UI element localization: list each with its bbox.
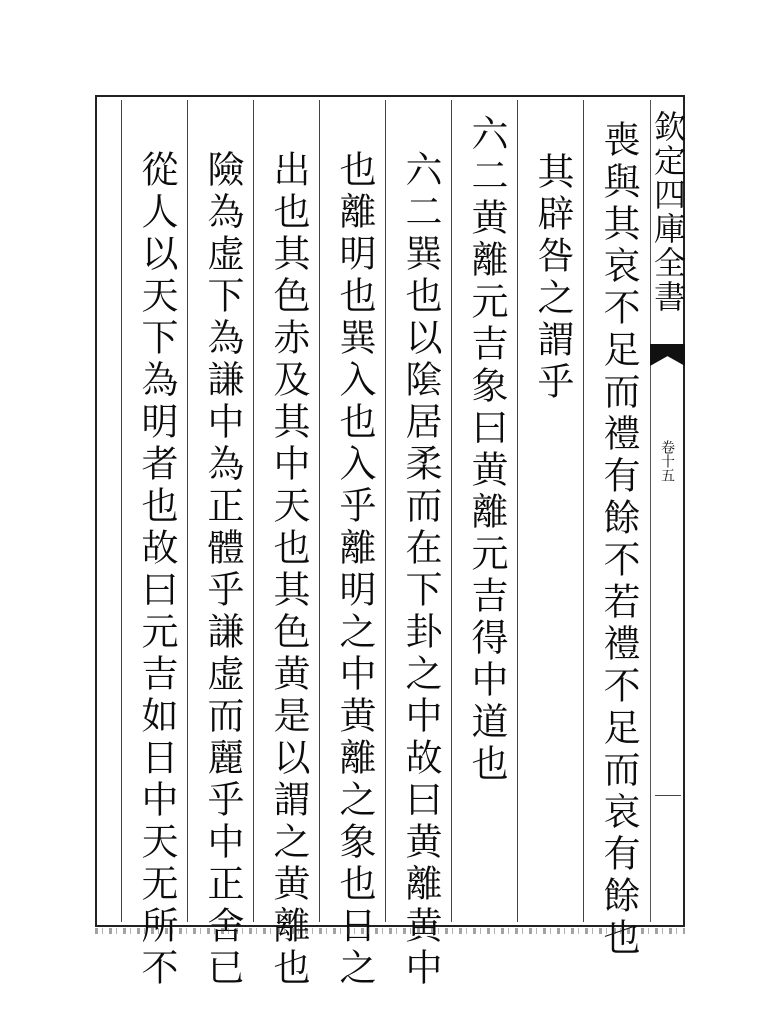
text-column-4: [385, 100, 451, 990]
text-column-2: [517, 100, 583, 922]
text-column-1: [583, 100, 649, 960]
book-title: 欽定四庫全書: [649, 110, 687, 314]
column-text-4: 六二巽也以隂居柔而在下卦之中故曰黄離黄中: [399, 150, 442, 990]
column-text-7: 險為虚下為謙中為正體乎謙虚而麗乎中正舍已: [201, 150, 244, 990]
text-column-3: [451, 100, 517, 922]
column-text-1: 喪與其哀不足而禮有餘不若禮不足而哀有餘也: [597, 120, 640, 960]
column-text-8: 從人以天下為明者也故曰元吉如日中天无所不: [135, 150, 178, 990]
column-text-2: 其辟咎之謂乎: [531, 152, 574, 404]
column-text-3: 六二黄離元吉象曰黄離元吉得中道也: [465, 114, 508, 786]
text-column-6: [253, 100, 319, 990]
text-column-7: [187, 100, 253, 990]
column-text-6: 出也其色赤及其中天也其色黄是以謂之黄離也: [267, 150, 310, 990]
page-edge: [95, 928, 685, 934]
text-column-5: [319, 100, 385, 990]
column-text-5: 也離明也巽入也入乎離明之中黄離之象也日之: [333, 150, 376, 990]
margin-divider: [655, 795, 681, 796]
volume-label: 卷十五: [659, 440, 675, 482]
text-column-8: [121, 100, 187, 990]
